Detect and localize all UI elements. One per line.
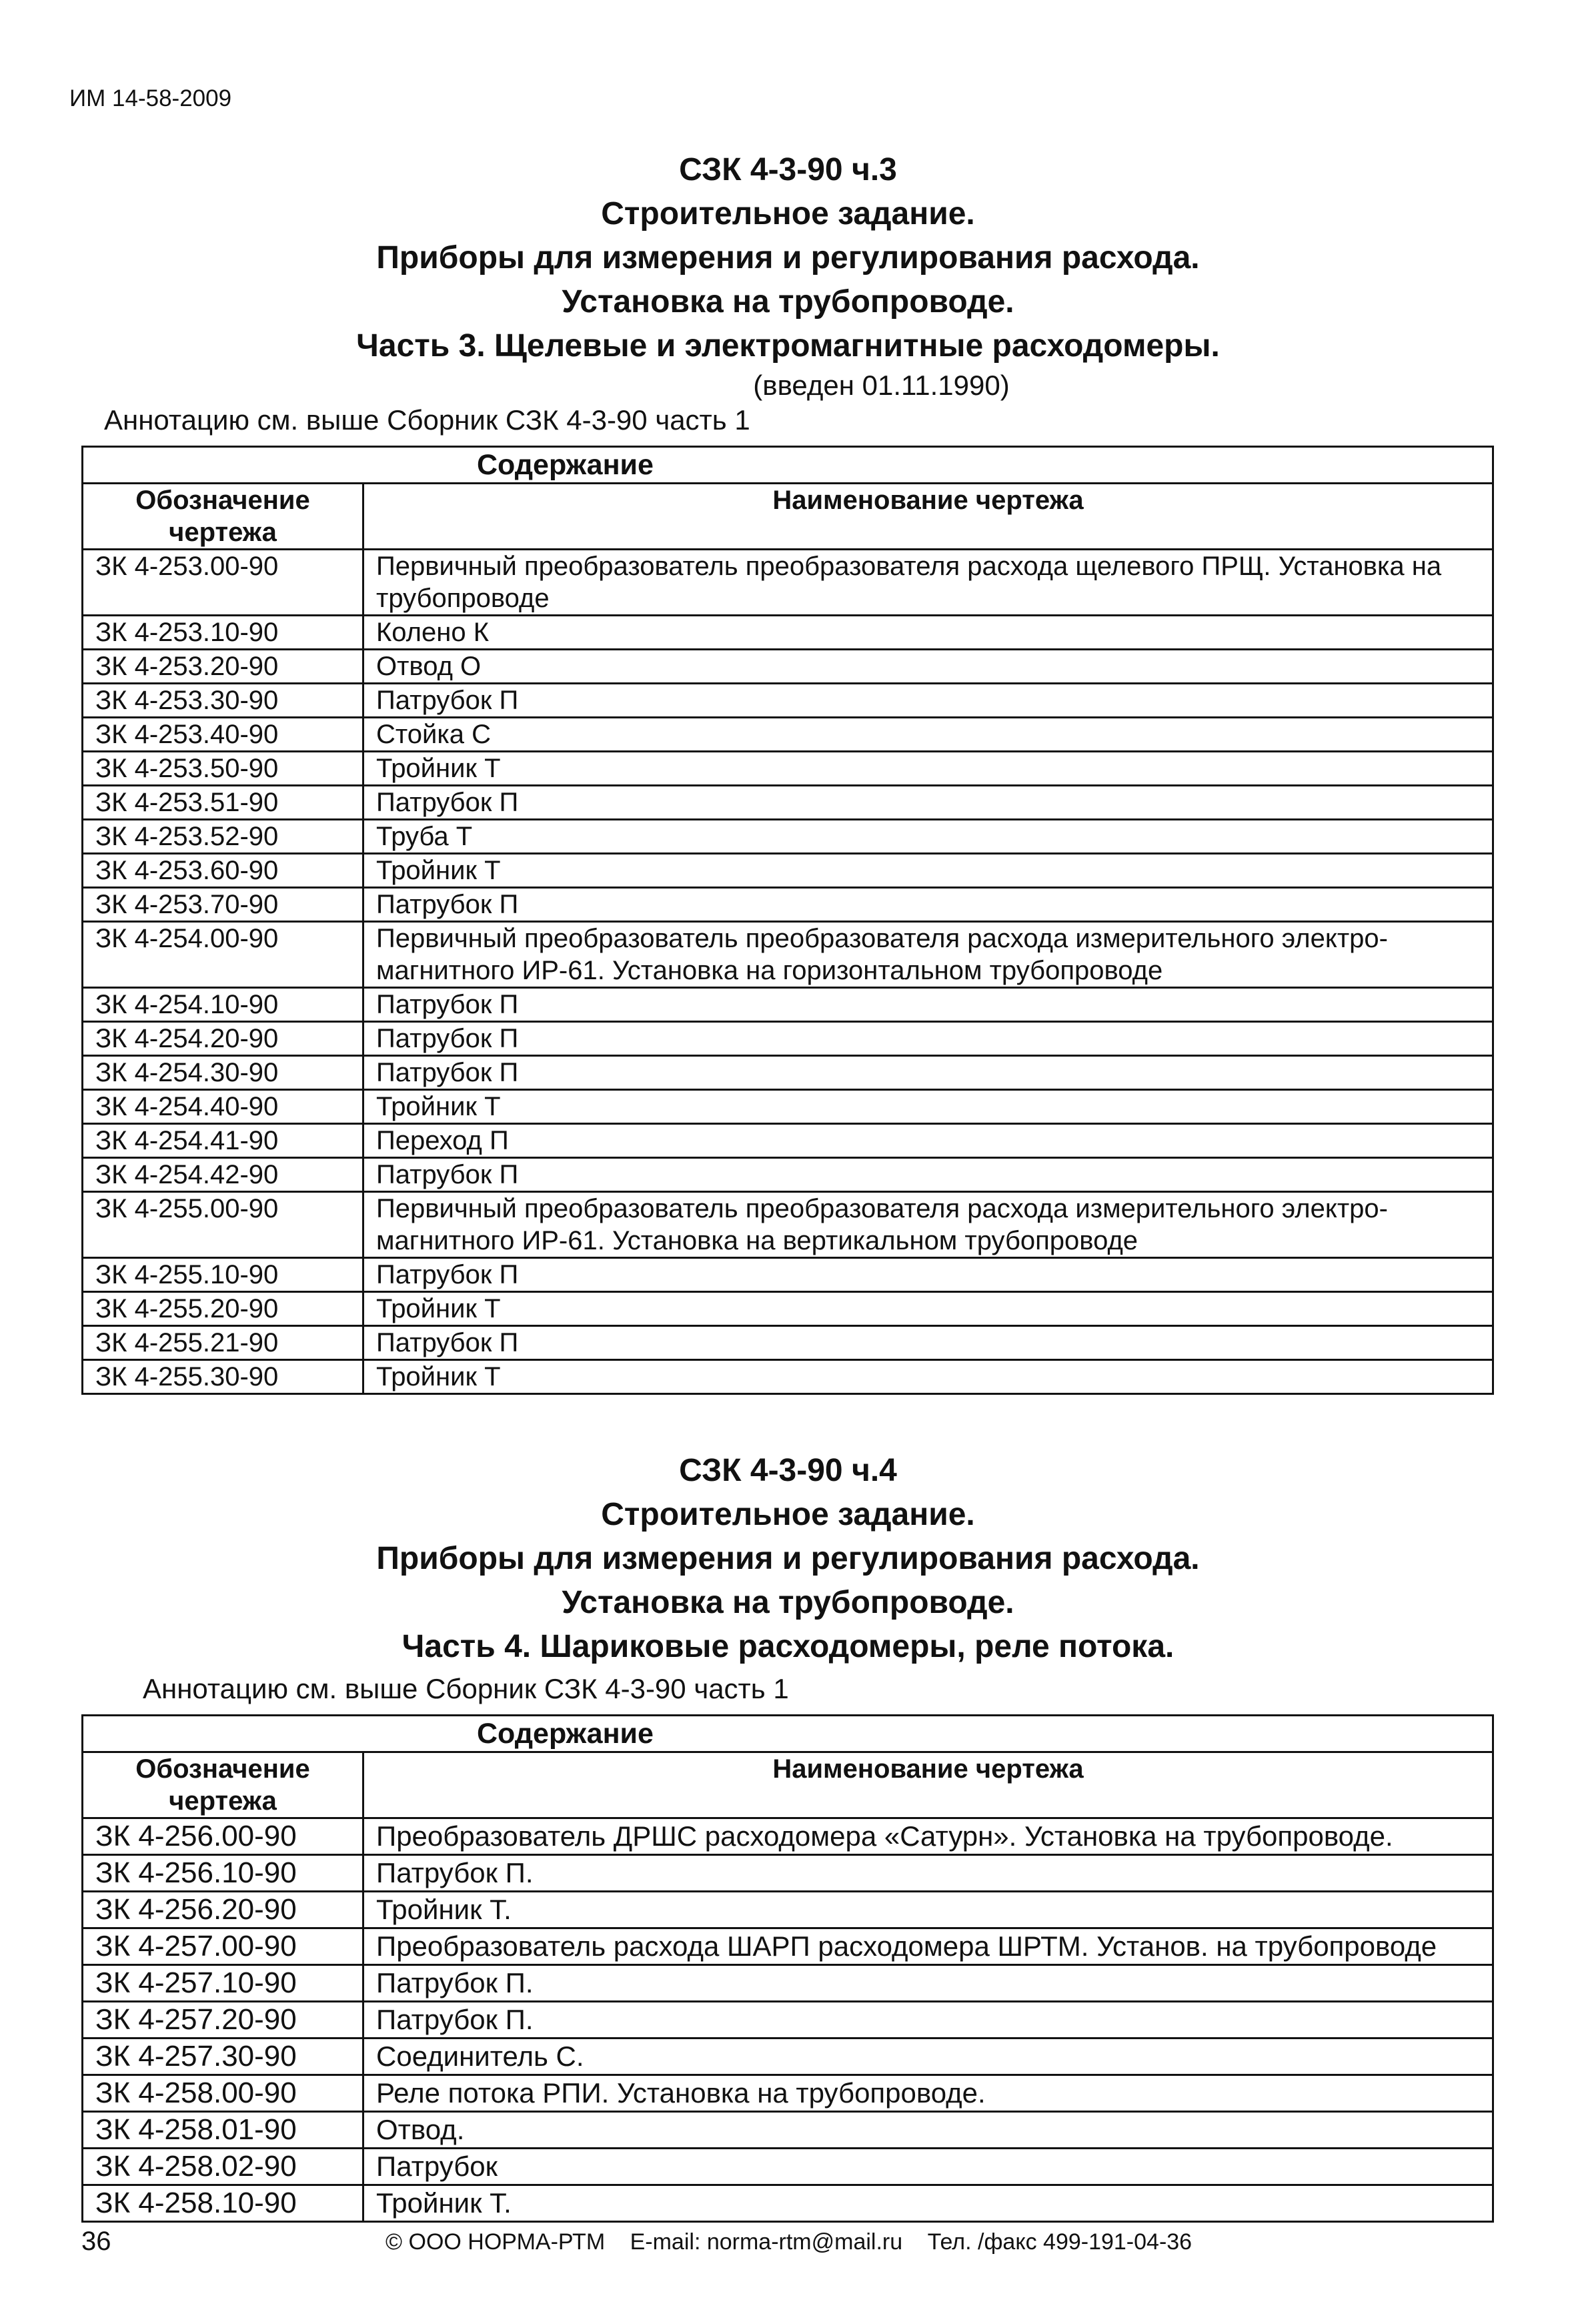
- table-row: [83, 1090, 1493, 1124]
- table-row: [83, 1818, 1493, 1855]
- page-number: 36: [81, 2227, 111, 2256]
- drawing-code-cell: ЗК 4-256.20-90: [83, 1892, 363, 1928]
- phone-text: Тел. /факс 499-191-04-36: [927, 2229, 1193, 2255]
- table-row: [83, 2185, 1493, 2222]
- table-row: [83, 2149, 1493, 2185]
- drawing-name-cell: Патрубок П: [363, 1258, 1493, 1292]
- drawing-code-cell: ЗК 4-257.00-90: [83, 1928, 363, 1965]
- drawing-name-cell: Первичный преобразователь преобразователя расхода щелевого ПРЩ. Установка на трубопроводе: [363, 550, 1493, 616]
- table-row: [83, 786, 1493, 820]
- drawing-name-cell: Преобразователь расхода ШАРП расходомера ШРТМ. Установ. на трубопроводе: [363, 1928, 1493, 1965]
- column-header-name: Наименование чертежа: [363, 1752, 1493, 1818]
- drawing-code-cell: ЗК 4-258.02-90: [83, 2149, 363, 2185]
- drawing-code-cell: ЗК 4-254.30-90: [83, 1056, 363, 1090]
- drawing-code-cell: ЗК 4-253.51-90: [83, 786, 363, 820]
- drawing-name-cell: Тройник Т: [363, 752, 1493, 786]
- section-title: [0, 148, 1576, 368]
- title-line: Установка на трубопроводе.: [562, 1585, 1014, 1620]
- table-row: [83, 1192, 1493, 1258]
- title-line: Установка на трубопроводе.: [562, 284, 1014, 320]
- drawing-name-cell: Первичный преобразователь преобразователя расхода измерительного электро-магнитного ИР-61. Установка на горизонтальном трубопроводе: [363, 922, 1493, 988]
- table-row: [83, 1928, 1493, 1965]
- drawing-name-cell: Патрубок П: [363, 1326, 1493, 1360]
- drawing-code-cell: ЗК 4-254.40-90: [83, 1090, 363, 1124]
- title-line: Часть 4. Шариковые расходомеры, реле потока.: [402, 1629, 1174, 1664]
- drawing-code-cell: ЗК 4-253.40-90: [83, 718, 363, 752]
- document-code: ИМ 14-58-2009: [69, 85, 232, 111]
- drawing-name-cell: Стойка С: [363, 718, 1493, 752]
- drawing-code-cell: ЗК 4-253.50-90: [83, 752, 363, 786]
- table-row: [83, 2112, 1493, 2149]
- column-header-name: Наименование чертежа: [363, 484, 1493, 550]
- drawing-code-cell: ЗК 4-253.30-90: [83, 684, 363, 718]
- drawing-name-cell: Тройник Т: [363, 854, 1493, 888]
- drawing-name-cell: Первичный преобразователь преобразователя расхода измерительного электро-магнитного ИР-61. Установка на вертикальном трубопроводе: [363, 1192, 1493, 1258]
- drawing-code-cell: ЗК 4-258.10-90: [83, 2185, 363, 2222]
- drawing-name-cell: Тройник Т.: [363, 1892, 1493, 1928]
- drawing-name-cell: Патрубок П: [363, 684, 1493, 718]
- drawing-name-cell: Соединитель С.: [363, 2039, 1493, 2075]
- drawing-name-cell: Патрубок П: [363, 988, 1493, 1022]
- drawing-code-cell: ЗК 4-254.00-90: [83, 922, 363, 988]
- drawing-name-cell: Тройник Т: [363, 1360, 1493, 1394]
- drawing-code-cell: ЗК 4-254.41-90: [83, 1124, 363, 1158]
- title-line: СЗК 4-3-90 ч.3: [679, 152, 897, 187]
- table-row: [83, 1855, 1493, 1892]
- drawing-name-cell: Труба Т: [363, 820, 1493, 854]
- section-part-3: [0, 148, 1576, 1395]
- drawing-code-cell: ЗК 4-255.21-90: [83, 1326, 363, 1360]
- table-row: [83, 2002, 1493, 2039]
- drawing-code-cell: ЗК 4-254.42-90: [83, 1158, 363, 1192]
- table-row: [83, 1292, 1493, 1326]
- drawing-code-cell: ЗК 4-253.70-90: [83, 888, 363, 922]
- drawing-code-cell: ЗК 4-255.20-90: [83, 1292, 363, 1326]
- table-row: [83, 1326, 1493, 1360]
- table-row: [83, 1056, 1493, 1090]
- section-part-4: [0, 1449, 1576, 2223]
- intro-date: (введен 01.11.1990): [753, 370, 1010, 401]
- column-header-code: Обозначение чертежа: [83, 484, 363, 550]
- table-row: [83, 616, 1493, 650]
- drawing-name-cell: Отвод.: [363, 2112, 1493, 2149]
- drawing-code-cell: ЗК 4-253.00-90: [83, 550, 363, 616]
- drawing-code-cell: ЗК 4-257.20-90: [83, 2002, 363, 2039]
- drawing-name-cell: Реле потока РПИ. Установка на трубопроводе.: [363, 2075, 1493, 2112]
- table-row: [83, 1360, 1493, 1394]
- drawing-name-cell: Отвод О: [363, 650, 1493, 684]
- drawing-name-cell: Патрубок П.: [363, 1855, 1493, 1892]
- table-caption: Содержание: [83, 1716, 1493, 1752]
- contents-table: [81, 1714, 1494, 2223]
- table-row: [83, 854, 1493, 888]
- drawing-name-cell: Патрубок: [363, 2149, 1493, 2185]
- table-row: [83, 922, 1493, 988]
- drawing-code-cell: ЗК 4-254.20-90: [83, 1022, 363, 1056]
- drawing-name-cell: Тройник Т: [363, 1292, 1493, 1326]
- drawing-name-cell: Тройник Т: [363, 1090, 1493, 1124]
- drawing-name-cell: Колено К: [363, 616, 1493, 650]
- drawing-code-cell: ЗК 4-257.10-90: [83, 1965, 363, 2002]
- table-row: [83, 1158, 1493, 1192]
- drawing-code-cell: ЗК 4-253.20-90: [83, 650, 363, 684]
- annotation-note: Аннотацию см. выше Сборник СЗК 4-3-90 часть 1: [143, 1673, 789, 1704]
- drawing-name-cell: Переход П: [363, 1124, 1493, 1158]
- table-row: [83, 752, 1493, 786]
- section-title: [0, 1449, 1576, 1669]
- drawing-name-cell: Патрубок П: [363, 1158, 1493, 1192]
- copyright-text: © ООО НОРМА-РТМ: [385, 2229, 606, 2255]
- table-row: [83, 550, 1493, 616]
- drawing-name-cell: Патрубок П.: [363, 2002, 1493, 2039]
- drawing-code-cell: ЗК 4-254.10-90: [83, 988, 363, 1022]
- table-row: [83, 888, 1493, 922]
- drawing-code-cell: ЗК 4-255.30-90: [83, 1360, 363, 1394]
- drawing-name-cell: Патрубок П: [363, 1056, 1493, 1090]
- table-row: [83, 684, 1493, 718]
- drawing-code-cell: ЗК 4-257.30-90: [83, 2039, 363, 2075]
- table-row: [83, 820, 1493, 854]
- table-row: [83, 2039, 1493, 2075]
- drawing-code-cell: ЗК 4-255.10-90: [83, 1258, 363, 1292]
- drawing-code-cell: ЗК 4-253.10-90: [83, 616, 363, 650]
- drawing-code-cell: ЗК 4-253.60-90: [83, 854, 363, 888]
- title-line: Строительное задание.: [601, 1497, 975, 1532]
- title-line: Приборы для измерения и регулирования расхода.: [376, 1541, 1200, 1576]
- drawing-code-cell: ЗК 4-253.52-90: [83, 820, 363, 854]
- contents-table: [81, 446, 1494, 1395]
- table-row: [83, 1892, 1493, 1928]
- drawing-name-cell: Патрубок П: [363, 888, 1493, 922]
- drawing-name-cell: Патрубок П.: [363, 1965, 1493, 2002]
- title-line: Строительное задание.: [601, 196, 975, 231]
- drawing-name-cell: Преобразователь ДРШС расходомера «Сатурн». Установка на трубопроводе.: [363, 1818, 1493, 1855]
- drawing-code-cell: ЗК 4-258.01-90: [83, 2112, 363, 2149]
- drawing-name-cell: Тройник Т.: [363, 2185, 1493, 2222]
- column-header-code: Обозначение чертежа: [83, 1752, 363, 1818]
- table-row: [83, 2075, 1493, 2112]
- drawing-code-cell: ЗК 4-256.10-90: [83, 1855, 363, 1892]
- annotation-note: Аннотацию см. выше Сборник СЗК 4-3-90 часть 1: [104, 404, 750, 436]
- email-text: E-mail: norma-rtm@mail.ru: [630, 2229, 903, 2255]
- table-row: [83, 718, 1493, 752]
- drawing-name-cell: Патрубок П: [363, 1022, 1493, 1056]
- table-row: [83, 1022, 1493, 1056]
- title-line: Приборы для измерения и регулирования расхода.: [376, 240, 1200, 275]
- drawing-code-cell: ЗК 4-258.00-90: [83, 2075, 363, 2112]
- table-row: [83, 1258, 1493, 1292]
- footer-contacts: [385, 2229, 1211, 2255]
- table-row: [83, 1124, 1493, 1158]
- table-row: [83, 650, 1493, 684]
- title-line: СЗК 4-3-90 ч.4: [679, 1453, 897, 1488]
- drawing-code-cell: ЗК 4-256.00-90: [83, 1818, 363, 1855]
- table-row: [83, 988, 1493, 1022]
- drawing-code-cell: ЗК 4-255.00-90: [83, 1192, 363, 1258]
- table-caption: Содержание: [83, 447, 1493, 484]
- drawing-name-cell: Патрубок П: [363, 786, 1493, 820]
- title-line: Часть 3. Щелевые и электромагнитные расходомеры.: [356, 328, 1220, 364]
- table-row: [83, 1965, 1493, 2002]
